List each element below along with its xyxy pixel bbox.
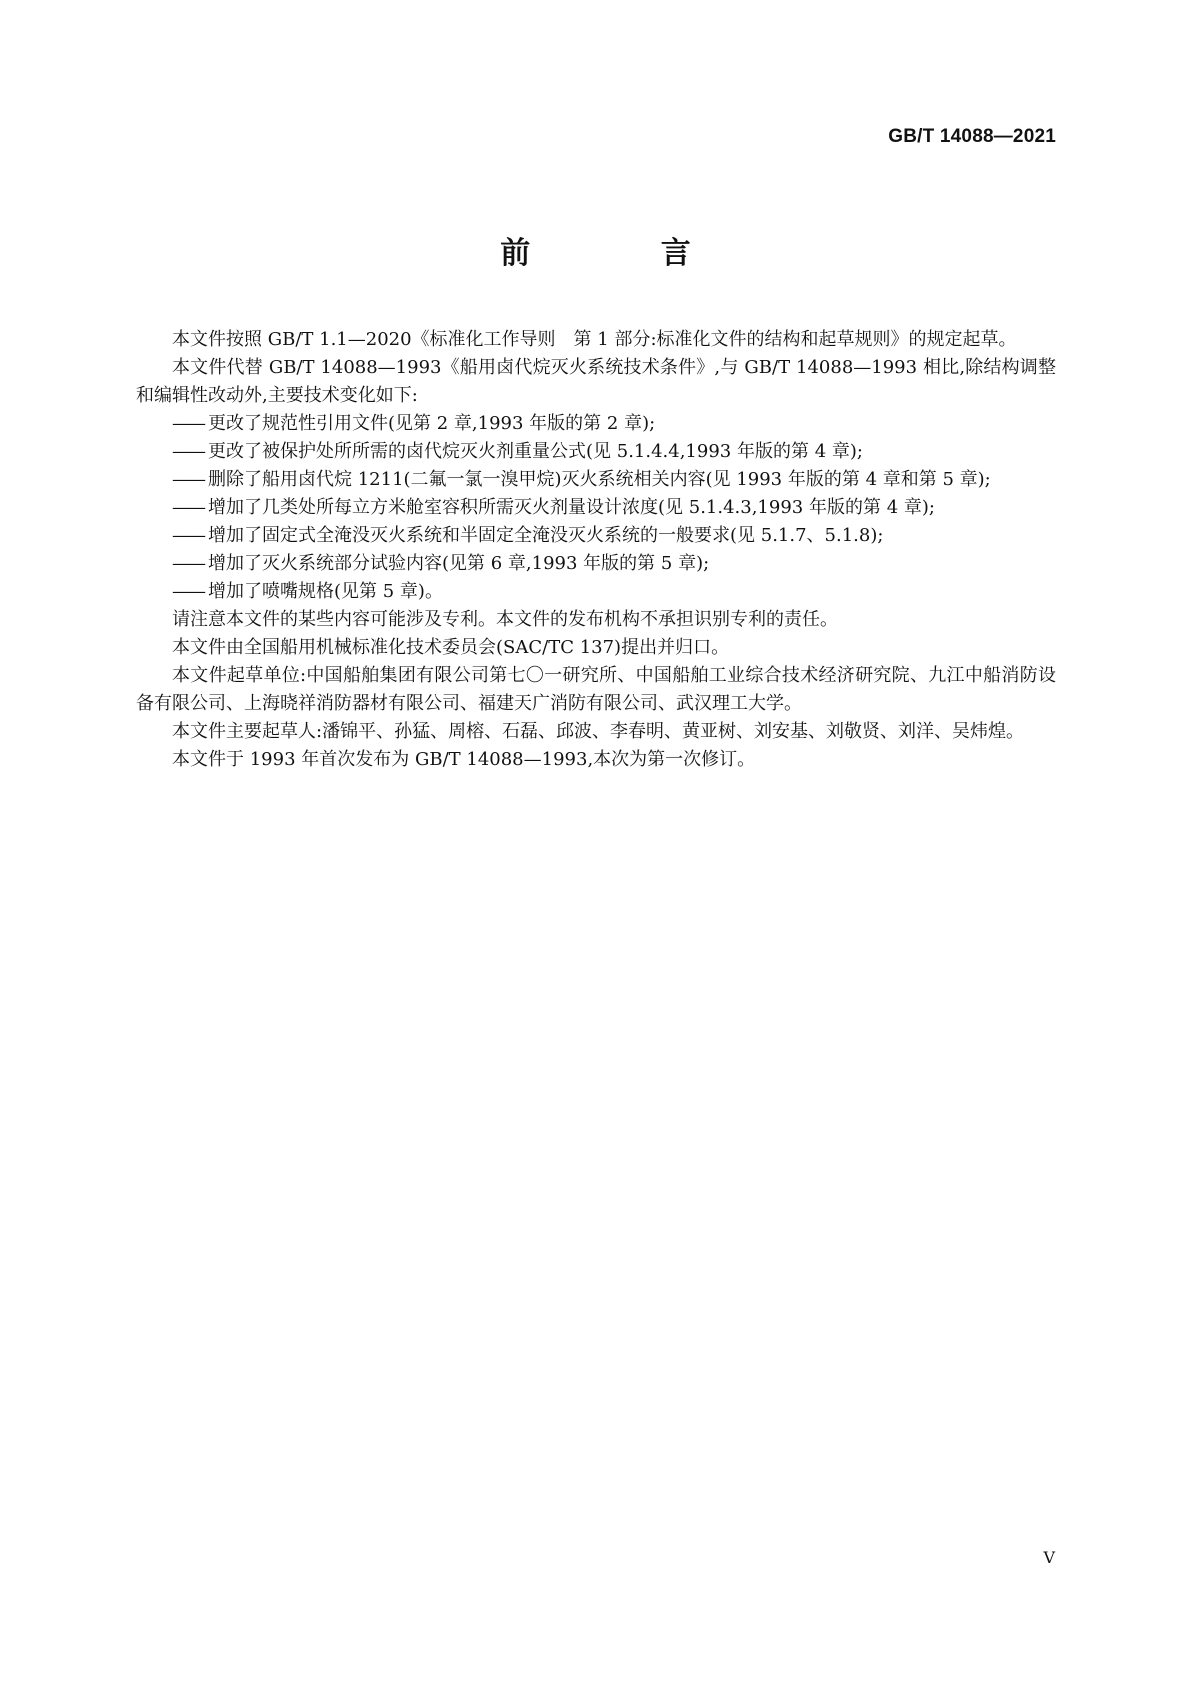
- paragraph-drafters: 本文件主要起草人:潘锦平、孙猛、周榕、石磊、邱波、李春明、黄亚树、刘安基、刘敬贤、刘洋、吴炜煌。: [172, 721, 1025, 742]
- paragraph-replacement: 本文件代替 GB/T 14088—1993《船用卤代烷灭火系统技术条件》,与 GB/T 14088—1993 相比,除结构调整和编辑性改动外,主要技术变化如下:: [136, 357, 1056, 406]
- list-item-text: 增加了灭火系统部分试验内容(见第 6 章,1993 年版的第 5 章);: [208, 553, 710, 574]
- dash-marker: ——: [172, 553, 204, 574]
- paragraph-committee: 本文件由全国船用机械标准化技术委员会(SAC/TC 137)提出并归口。: [172, 637, 730, 658]
- list-item: [136, 494, 1056, 522]
- list-item: [136, 550, 1056, 578]
- list-item: [136, 466, 1056, 494]
- list-item: [136, 438, 1056, 466]
- list-item-text: 更改了被保护处所所需的卤代烷灭火剂重量公式(见 5.1.4.4,1993 年版的第 4 章);: [208, 441, 863, 462]
- paragraph-drafting-rules: 本文件按照 GB/T 1.1—2020《标准化工作导则 第 1 部分:标准化文件的结构和起草规则》的规定起草。: [172, 329, 1017, 350]
- list-item-text: 增加了固定式全淹没灭火系统和半固定全淹没灭火系统的一般要求(见 5.1.7、5.1.8);: [208, 525, 884, 546]
- paragraph-patent-notice: 请注意本文件的某些内容可能涉及专利。本文件的发布机构不承担识别专利的责任。: [172, 609, 838, 630]
- dash-marker: ——: [172, 413, 204, 434]
- list-item: [136, 410, 1056, 438]
- list-item-text: 增加了喷嘴规格(见第 5 章)。: [208, 581, 443, 602]
- list-item: [136, 578, 1056, 606]
- list-item-text: 增加了几类处所每立方米舱室容积所需灭火剂量设计浓度(见 5.1.4.3,1993 年版的第 4 章);: [208, 497, 935, 518]
- paragraph-history: 本文件于 1993 年首次发布为 GB/T 14088—1993,本次为第一次修订。: [172, 749, 756, 770]
- dash-marker: ——: [172, 497, 204, 518]
- paragraph-drafting-units: 本文件起草单位:中国船舶集团有限公司第七〇一研究所、中国船舶工业综合技术经济研究院、九江中船消防设备有限公司、上海晓祥消防器材有限公司、福建天广消防有限公司、武汉理工大学。: [136, 665, 1056, 714]
- page-number: V: [1043, 1548, 1055, 1567]
- list-item-text: 更改了规范性引用文件(见第 2 章,1993 年版的第 2 章);: [208, 413, 656, 434]
- standard-code: GB/T 14088—2021: [888, 126, 1056, 147]
- dash-marker: ——: [172, 469, 204, 490]
- foreword-body: [136, 326, 1056, 774]
- dash-marker: ——: [172, 525, 204, 546]
- list-item: [136, 522, 1056, 550]
- list-item-text: 删除了船用卤代烷 1211(二氟一氯一溴甲烷)灭火系统相关内容(见 1993 年版的第 4 章和第 5 章);: [208, 469, 991, 490]
- dash-marker: ——: [172, 581, 204, 602]
- changes-list: [136, 410, 1056, 606]
- dash-marker: ——: [172, 441, 204, 462]
- page-title: 前 言: [500, 236, 751, 271]
